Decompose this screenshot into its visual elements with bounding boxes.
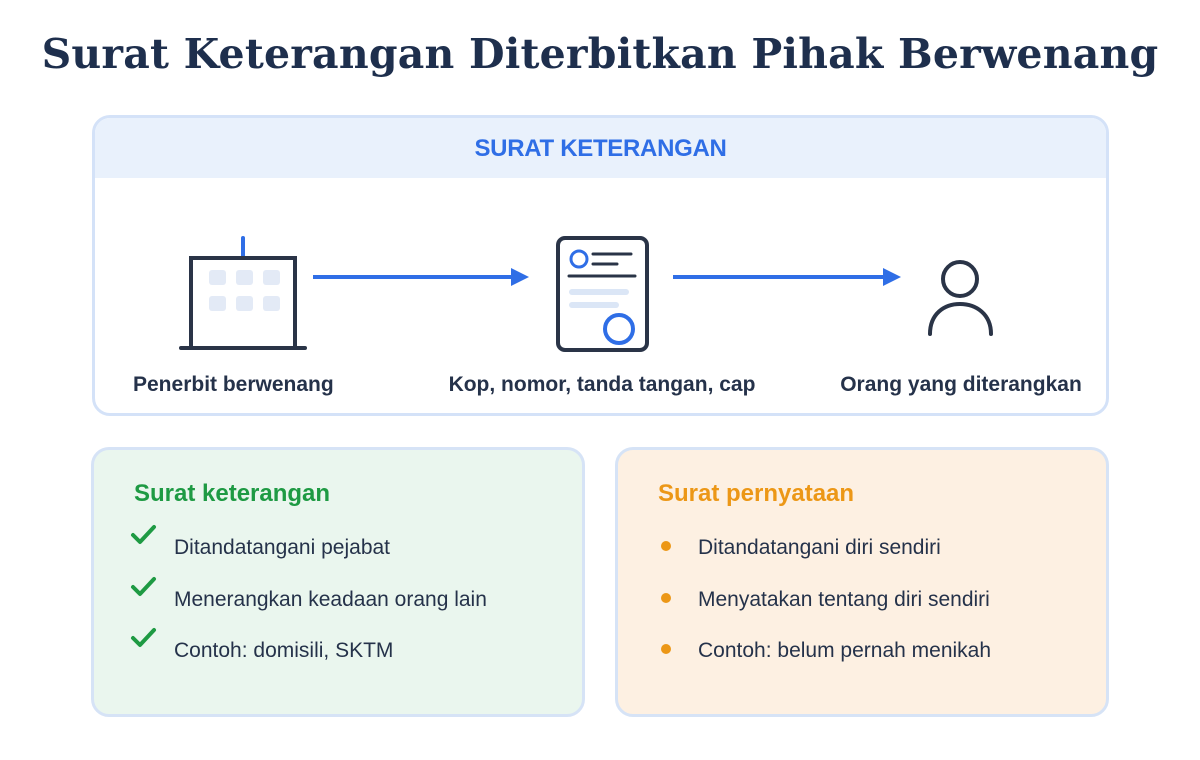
step-label-document: Kop, nomor, tanda tangan, cap xyxy=(448,373,756,396)
step-label-issuer: Penerbit berwenang xyxy=(133,373,334,396)
card-title-keterangan: Surat keterangan xyxy=(134,480,331,507)
card-surat-keterangan xyxy=(91,447,585,717)
flow-diagram xyxy=(95,118,1109,416)
bullet-icon xyxy=(661,593,671,603)
list-item-text: Ditandatangani pejabat xyxy=(174,536,391,559)
list-item-text: Ditandatangani diri sendiri xyxy=(698,536,941,559)
card-surat-pernyataan xyxy=(615,447,1109,717)
document-icon xyxy=(558,238,647,350)
flow-header: SURAT KETERANGAN xyxy=(95,118,1106,178)
bullet-icon xyxy=(661,541,671,551)
list-item-text: Contoh: domisili, SKTM xyxy=(174,639,394,662)
check-icon xyxy=(129,623,159,653)
step-label-person: Orang yang diterangkan xyxy=(840,373,1082,396)
person-icon xyxy=(930,262,991,334)
arrow-1 xyxy=(313,268,529,286)
building-icon xyxy=(181,238,305,348)
bullet-icon xyxy=(661,644,671,654)
arrow-2 xyxy=(673,268,901,286)
list-item-text: Menerangkan keadaan orang lain xyxy=(174,588,487,611)
check-icon xyxy=(129,520,159,550)
flow-panel xyxy=(92,115,1109,416)
list-item-text: Menyatakan tentang diri sendiri xyxy=(698,588,990,611)
check-icon xyxy=(129,572,159,602)
list-item-text: Contoh: belum pernah menikah xyxy=(698,639,992,662)
card-title-pernyataan: Surat pernyataan xyxy=(658,480,855,507)
page-title: Surat Keterangan Diterbitkan Pihak Berwenang xyxy=(41,30,1159,78)
